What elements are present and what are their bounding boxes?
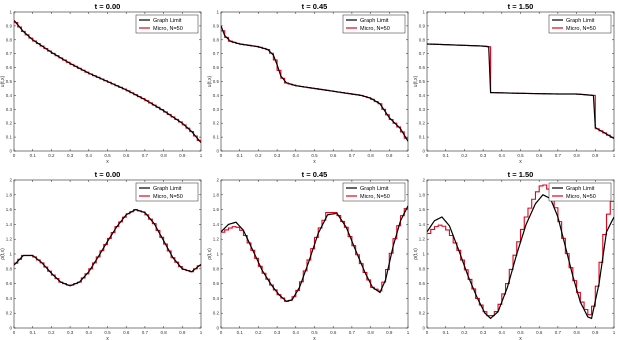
y-tick-label: 0.3 <box>5 106 12 112</box>
y-tick-label: 0.8 <box>5 266 12 272</box>
x-tick-label: 0.2 <box>461 153 468 158</box>
y-tick-label: 0.5 <box>212 79 219 84</box>
y-tick-label: 0.5 <box>5 79 12 84</box>
y-tick-label: 0.2 <box>418 310 425 316</box>
y-tick-label: 2 <box>422 177 425 183</box>
x-tick-label: 0.5 <box>517 330 524 335</box>
x-tick-label: 0.1 <box>29 330 36 335</box>
x-tick-label: 0.8 <box>160 330 167 335</box>
x-tick-label: 0.9 <box>386 330 393 335</box>
x-tick-label: 0 <box>425 153 429 158</box>
x-tick-label: 0.6 <box>123 153 130 158</box>
legend-entry: Micro, N=50 <box>566 194 596 200</box>
plot-area <box>14 180 201 328</box>
x-tick-label: 0.2 <box>48 153 55 158</box>
legend-entry: Graph Limit <box>566 18 595 24</box>
x-tick-label: 0.3 <box>479 330 487 335</box>
y-tick-label: 1.2 <box>418 236 425 242</box>
x-tick-label: 0.5 <box>311 153 318 158</box>
y-tick-label: 0.4 <box>212 295 219 301</box>
chart-panel <box>207 2 410 165</box>
x-tick-label: 0.1 <box>442 330 449 335</box>
y-tick-label: 1.4 <box>418 221 425 227</box>
chart-panel <box>207 170 410 340</box>
x-tick-label: 0.4 <box>85 153 92 158</box>
x-tick-label: 1 <box>199 153 203 158</box>
y-tick-label: 0.3 <box>212 106 219 112</box>
y-axis-label: u(t,x) <box>207 75 213 88</box>
x-tick-label: 0.2 <box>461 330 468 335</box>
y-tick-label: 0.1 <box>5 134 12 140</box>
x-tick-label: 0.5 <box>311 330 318 335</box>
y-tick-label: 0.8 <box>5 37 12 43</box>
y-tick-label: 0.5 <box>418 79 425 84</box>
x-tick-label: 0.8 <box>367 153 374 158</box>
y-tick-label: 0.2 <box>212 310 219 316</box>
legend-entry: Graph Limit <box>360 18 389 24</box>
x-tick-label: 0.7 <box>141 330 149 335</box>
x-tick-label: 0.7 <box>554 330 562 335</box>
legend-entry: Graph Limit <box>153 18 182 24</box>
x-tick-label: 0.5 <box>104 330 111 335</box>
chart-panel <box>0 2 203 165</box>
x-tick-label: 0.8 <box>573 330 580 335</box>
y-tick-label: 0.9 <box>212 23 219 29</box>
y-tick-label: 0.1 <box>212 134 219 140</box>
x-tick-label: 0.2 <box>48 330 55 335</box>
y-axis-label: ρ(t,x) <box>413 248 419 260</box>
y-tick-label: 0.7 <box>212 51 219 57</box>
y-tick-label: 1.2 <box>212 236 219 242</box>
y-tick-label: 0.9 <box>5 23 12 29</box>
y-tick-label: 0.6 <box>5 65 12 71</box>
y-tick-label: 1.6 <box>212 207 219 213</box>
plot-area <box>427 180 614 328</box>
y-tick-label: 0.6 <box>5 281 12 287</box>
x-tick-label: 1 <box>406 330 410 335</box>
y-tick-label: 1 <box>216 9 219 15</box>
y-tick-label: 0 <box>422 325 425 331</box>
y-tick-label: 0.3 <box>418 106 425 112</box>
x-tick-label: 1 <box>199 330 203 335</box>
x-tick-label: 1 <box>406 153 410 158</box>
panel-title: t = 1.50 <box>507 170 534 179</box>
y-tick-label: 0.8 <box>418 266 425 272</box>
x-tick-label: 0.6 <box>330 330 337 335</box>
x-tick-label: 0.8 <box>160 153 167 158</box>
x-tick-label: 0 <box>12 153 16 158</box>
legend <box>343 15 405 33</box>
y-tick-label: 0.4 <box>418 295 425 301</box>
y-tick-label: 0.1 <box>418 134 425 140</box>
y-tick-label: 0.4 <box>212 92 219 98</box>
legend <box>136 183 198 201</box>
x-tick-label: 1 <box>612 153 616 158</box>
y-tick-label: 0 <box>216 148 219 154</box>
x-tick-label: 0.9 <box>592 153 599 158</box>
legend <box>549 15 611 33</box>
y-tick-label: 1.6 <box>418 207 425 213</box>
x-tick-label: 0.5 <box>517 153 524 158</box>
x-tick-label: 0 <box>12 330 16 335</box>
legend <box>343 183 405 201</box>
y-tick-label: 0.8 <box>418 37 425 43</box>
y-tick-label: 1.8 <box>212 192 219 198</box>
x-tick-label: 0.9 <box>386 153 393 158</box>
y-tick-label: 0.6 <box>418 281 425 287</box>
x-tick-label: 0.4 <box>85 330 92 335</box>
chart-panel <box>413 2 616 165</box>
x-tick-label: 0.6 <box>536 153 543 158</box>
x-tick-label: 0.3 <box>479 153 487 158</box>
y-axis-label: u(t,x) <box>0 75 6 88</box>
y-tick-label: 0 <box>216 325 219 331</box>
y-tick-label: 0.2 <box>212 120 219 126</box>
x-tick-label: 0 <box>219 330 223 335</box>
y-tick-label: 0.8 <box>212 266 219 272</box>
y-tick-label: 1.4 <box>212 221 219 227</box>
x-tick-label: 0.9 <box>179 153 186 158</box>
x-tick-label: 0.9 <box>179 330 186 335</box>
panel-title: t = 0.45 <box>301 2 328 11</box>
y-tick-label: 0 <box>9 148 12 154</box>
y-tick-label: 0.2 <box>5 120 12 126</box>
x-axis-label: x <box>519 159 522 165</box>
x-tick-label: 0.4 <box>292 330 299 335</box>
y-tick-label: 0 <box>9 325 12 331</box>
legend-entry: Micro, N=50 <box>566 26 596 32</box>
x-tick-label: 0.8 <box>367 330 374 335</box>
y-tick-label: 0.2 <box>5 310 12 316</box>
x-tick-label: 0.2 <box>255 330 262 335</box>
x-tick-label: 0.4 <box>498 153 505 158</box>
x-axis-label: x <box>106 336 109 340</box>
legend-entry: Micro, N=50 <box>360 26 390 32</box>
y-tick-label: 1 <box>422 251 425 257</box>
panel-title: t = 0.00 <box>94 2 121 11</box>
x-tick-label: 0.6 <box>123 330 130 335</box>
x-tick-label: 0.8 <box>573 153 580 158</box>
y-tick-label: 0.7 <box>5 51 12 57</box>
x-tick-label: 0.7 <box>348 330 356 335</box>
y-axis-label: ρ(t,x) <box>207 248 213 260</box>
legend-entry: Graph Limit <box>360 186 389 192</box>
chart-panel <box>0 170 203 340</box>
y-tick-label: 1.4 <box>5 221 12 227</box>
y-tick-label: 1 <box>422 9 425 15</box>
x-tick-label: 0 <box>425 330 429 335</box>
x-tick-label: 0.4 <box>292 153 299 158</box>
x-tick-label: 0.6 <box>536 330 543 335</box>
x-tick-label: 0.5 <box>104 153 111 158</box>
x-tick-label: 0.6 <box>330 153 337 158</box>
x-tick-label: 0.3 <box>273 330 281 335</box>
y-tick-label: 0.8 <box>212 37 219 43</box>
x-tick-label: 0.1 <box>236 153 243 158</box>
x-tick-label: 0.1 <box>29 153 36 158</box>
y-tick-label: 1 <box>9 9 12 15</box>
x-tick-label: 0.7 <box>348 153 356 158</box>
y-axis-label: ρ(t,x) <box>0 248 6 260</box>
legend <box>136 15 198 33</box>
plot-area <box>221 180 408 328</box>
x-tick-label: 0.4 <box>498 330 505 335</box>
x-tick-label: 0.3 <box>66 330 74 335</box>
y-tick-label: 1.6 <box>5 207 12 213</box>
legend <box>549 183 611 201</box>
x-tick-label: 0.9 <box>592 330 599 335</box>
y-tick-label: 0.7 <box>418 51 425 57</box>
x-tick-label: 0.2 <box>255 153 262 158</box>
y-tick-label: 0.4 <box>418 92 425 98</box>
y-tick-label: 0 <box>422 148 425 154</box>
y-tick-label: 0.9 <box>418 23 425 29</box>
x-tick-label: 0.1 <box>442 153 449 158</box>
y-tick-label: 0.4 <box>5 92 12 98</box>
y-tick-label: 1.2 <box>5 236 12 242</box>
y-tick-label: 1.8 <box>418 192 425 198</box>
panel-title: t = 0.45 <box>301 170 328 179</box>
y-tick-label: 0.6 <box>418 65 425 71</box>
panel-title: t = 1.50 <box>507 2 534 11</box>
x-tick-label: 1 <box>612 330 616 335</box>
y-tick-label: 1 <box>9 251 12 257</box>
x-axis-label: x <box>313 336 316 340</box>
y-tick-label: 0.2 <box>418 120 425 126</box>
x-tick-label: 0.7 <box>141 153 149 158</box>
x-tick-label: 0.3 <box>273 153 281 158</box>
x-tick-label: 0 <box>219 153 223 158</box>
x-axis-label: x <box>313 159 316 165</box>
legend-entry: Graph Limit <box>153 186 182 192</box>
legend-entry: Micro, N=50 <box>153 26 183 32</box>
y-axis-label: u(t,x) <box>413 75 419 88</box>
legend-entry: Micro, N=50 <box>153 194 183 200</box>
x-tick-label: 0.7 <box>554 153 562 158</box>
legend-entry: Graph Limit <box>566 186 595 192</box>
y-tick-label: 0.6 <box>212 65 219 71</box>
panel-title: t = 0.00 <box>94 170 121 179</box>
y-tick-label: 2 <box>216 177 219 183</box>
legend-entry: Micro, N=50 <box>360 194 390 200</box>
x-axis-label: x <box>106 159 109 165</box>
y-tick-label: 0.6 <box>212 281 219 287</box>
x-axis-label: x <box>519 336 522 340</box>
y-tick-label: 2 <box>9 177 12 183</box>
y-tick-label: 1.8 <box>5 192 12 198</box>
x-tick-label: 0.3 <box>66 153 74 158</box>
x-tick-label: 0.1 <box>236 330 243 335</box>
chart-panel <box>413 170 616 340</box>
y-tick-label: 1 <box>216 251 219 257</box>
y-tick-label: 0.4 <box>5 295 12 301</box>
